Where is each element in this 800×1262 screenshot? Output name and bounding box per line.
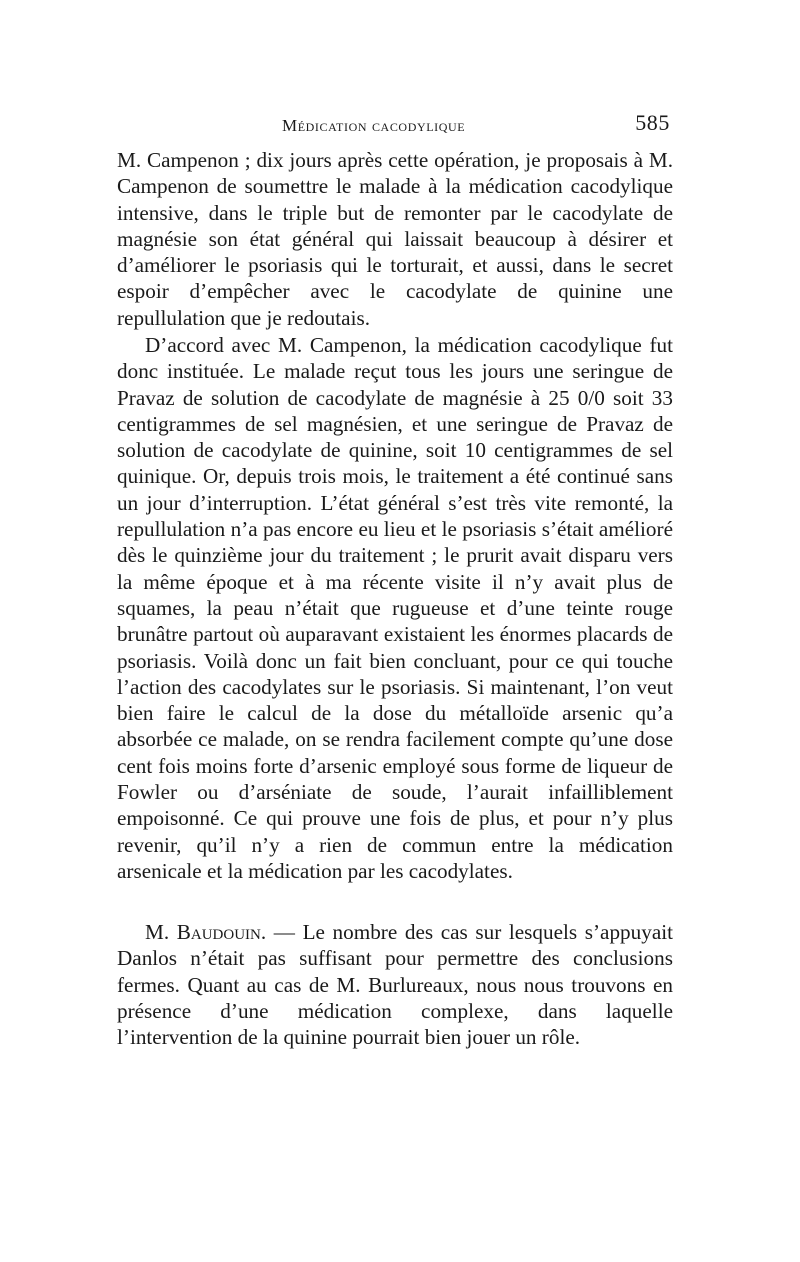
page-number: 585 xyxy=(635,110,670,135)
em-dash: — xyxy=(266,920,303,944)
running-title: Médication cacodylique xyxy=(282,116,466,135)
paragraph-text: D’accord avec M. Campenon, la médication cacodylique fut donc instituée. Le malade reçut tous les jours une seringue de Pravaz de solution de cacodylate de magnésie à 25 0/0 soit 33 centigrammes de sel magnésien, et une seringue de Pravaz de solution de cacodylate de quinine, soit 10 centigrammes de sel quinique. Or, depuis trois mois, le traitement a été continué sans un jour d’interruption. L’état général s’est très vite remonté, la repullulation n’a pas encore eu lieu et le psoriasis s’était amélioré dès le quinzième jour du traitement ; le prurit avait disparu vers la même époque et à ma récente visite il n’y avait plus de squames, la peau n’était que rugueuse et d’une teinte rouge brunâtre partout où auparavant existaient les énormes placards de psoriasis. Voilà donc un fait bien concluant, pour ce qui touche l’action des cacodylates sur le psoriasis. Si maintenant, l’on veut bien faire le calcul de la dose du métalloïde arsenic qu’a absorbée ce malade, on se rendra facilement compte qu’une dose cent fois moins forte d’arsenic employé sous forme de liqueur de Fowler ou d’arséniate de soude, l’aurait infailliblement empoisonné. Ce qui prouve une fois de plus, et pour n’y plus revenir, qu’il n’y a rien de commun entre la médication arsenicale et la médication par les cacodylates. xyxy=(117,333,673,883)
running-head xyxy=(117,110,670,140)
paragraph-text: M. Campenon ; dix jours après cette opération, je proposais à M. Campenon de soumettre le malade à la médication cacodylique intensive, dans le triple but de remonter par le cacodylate de magnésie son état général qui laissait beaucoup à désirer et d’améliorer le psoriasis qui le torturait, et aussi, dans le secret espoir d’empêcher avec le cacodylate de quinine une repullulation que je redoutais. xyxy=(117,148,673,330)
speaker-name: M. Baudouin. xyxy=(145,920,267,944)
speaker-paragraph xyxy=(117,919,673,1050)
paragraph-text: Le nombre des cas sur lesquels s’appuyait Danlos n’était pas suffisant pour permettre des conclusions fermes. Quant au cas de M. Burlureaux, nous nous trouvons en présence d’une médication complexe, dans laquelle l’intervention de la quinine pourrait bien jouer un rôle. xyxy=(117,920,673,1050)
paragraph xyxy=(117,332,673,884)
paragraph xyxy=(117,147,673,331)
